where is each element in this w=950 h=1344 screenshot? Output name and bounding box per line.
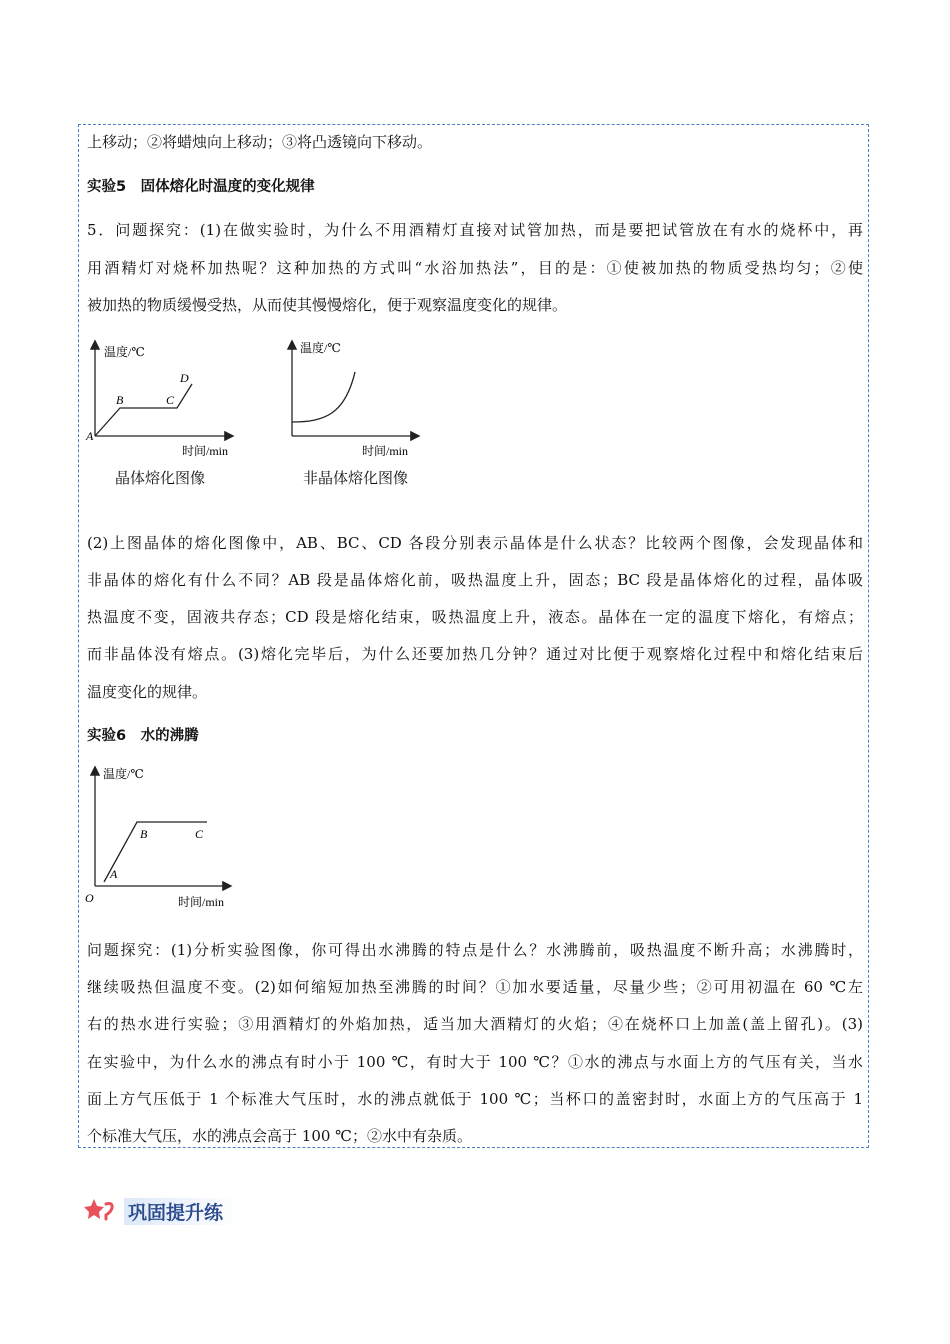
text-line: 非晶体的熔化有什么不同？AB 段是晶体熔化前，吸热温度上升，固态；BC 段是晶体熔化的过程，晶体吸	[87, 571, 863, 589]
text-line: 上移动；②将蜡烛向上移动；③将凸透镜向下移动。	[87, 133, 433, 151]
point-label-b: B	[140, 827, 148, 841]
text-line: 在实验中，为什么水的沸点有时小于 100 ℃，有时大于 100 ℃？①水的沸点与水面上方的气压有关，当水	[87, 1053, 863, 1071]
text-line: 用酒精灯对烧杯加热呢？这种加热的方式叫“水浴加热法”，目的是：①使被加热的物质受热均匀；②使	[87, 259, 863, 277]
banner-title: 巩固提升练	[124, 1198, 241, 1225]
crystal-melting-graph	[82, 334, 252, 464]
x-axis-label: 时间/min	[362, 444, 409, 458]
text-line: 5．问题探究：(1)在做实验时，为什么不用酒精灯直接对试管加热，而是要把试管放在有水的烧杯中，再	[87, 221, 863, 239]
star-icon	[84, 1198, 118, 1224]
boiling-graph	[82, 760, 252, 912]
melting-curve	[292, 372, 355, 422]
text-line: 被加热的物质缓慢受热，从而使其慢慢熔化，便于观察温度变化的规律。	[87, 296, 568, 314]
text-line: 继续吸热但温度不变。(2)如何缩短加热至沸腾的时间？①加水要适量，尽量少些；②可用初温在 60 ℃左	[87, 978, 863, 996]
point-label-a: A	[86, 429, 94, 443]
y-axis-label: 温度/℃	[103, 767, 144, 781]
text-line: 热温度不变，固液共存态；CD 段是熔化结束，吸热温度上升，液态。晶体在一定的温度下熔化，有熔点；	[87, 608, 863, 626]
section-banner	[84, 1196, 241, 1226]
boiling-curve	[104, 822, 207, 882]
noncrystal-caption: 非晶体熔化图像	[303, 469, 409, 487]
experiment-5-title: 实验5 固体熔化时温度的变化规律	[87, 179, 315, 195]
point-label-a: A	[110, 867, 118, 881]
text-line: (2)上图晶体的熔化图像中，AB、BC、CD 各段分别表示晶体是什么状态？比较两个图像，会发现晶体和	[87, 534, 863, 552]
x-axis-label: 时间/min	[178, 895, 225, 909]
point-label-b: B	[116, 393, 124, 407]
point-label-c: C	[195, 827, 204, 841]
origin-label: O	[85, 891, 94, 905]
experiment-6-title: 实验6 水的沸腾	[87, 728, 199, 744]
text-line: 温度变化的规律。	[87, 683, 208, 701]
point-label-c: C	[166, 393, 175, 407]
x-axis-label: 时间/min	[182, 444, 229, 458]
crystal-caption: 晶体熔化图像	[115, 469, 206, 487]
melting-curve	[95, 384, 192, 436]
text-line: 右的热水进行实验；③用酒精灯的外焰加热，适当加大酒精灯的火焰；④在烧杯口上加盖(盖上留孔)。(3)	[87, 1015, 863, 1033]
y-axis-label: 温度/℃	[104, 345, 145, 359]
text-line: 问题探究：(1)分析实验图像，你可得出水沸腾的特点是什么？水沸腾前，吸热温度不断升高；水沸腾时，	[87, 941, 863, 959]
text-line: 而非晶体没有熔点。(3)熔化完毕后，为什么还要加热几分钟？通过对比便于观察熔化过程中和熔化结束后	[87, 645, 863, 663]
point-label-d: D	[180, 371, 189, 385]
y-axis-label: 温度/℃	[300, 341, 341, 355]
text-line: 个标准大气压，水的沸点会高于 100 ℃；②水中有杂质。	[87, 1127, 472, 1145]
text-line: 面上方气压低于 1 个标准大气压时，水的沸点就低于 100 ℃；当杯口的盖密封时，水面上方的气压高于 1	[87, 1090, 863, 1108]
noncrystal-melting-graph	[280, 334, 430, 464]
